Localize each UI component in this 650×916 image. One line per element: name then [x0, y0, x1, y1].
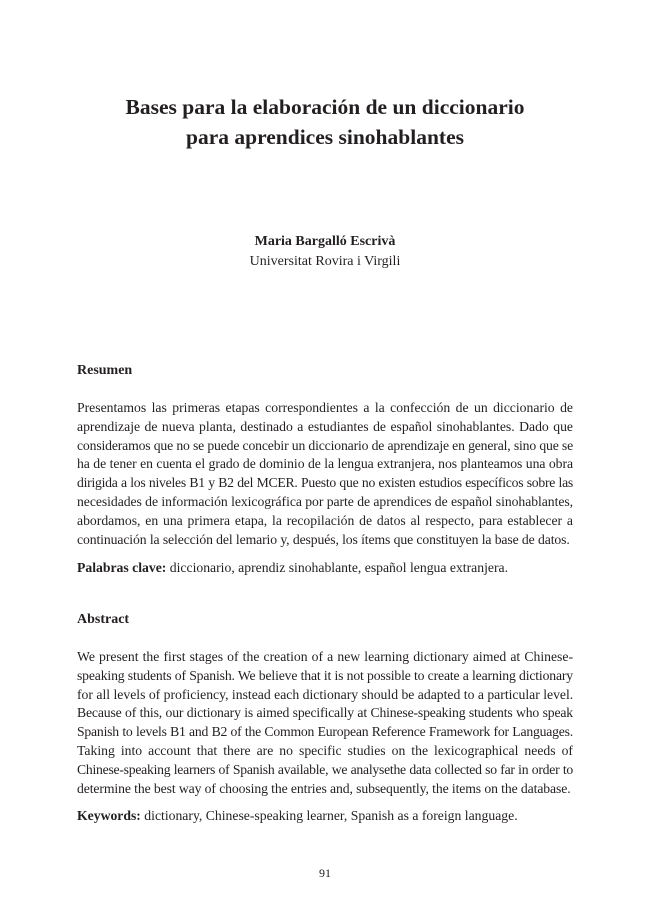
resumen-line: Presentamos las primeras etapas correspondientes a la confección de un diccionario de [77, 400, 573, 415]
resumen-line: abordamos, en una primera etapa, la recopilación de datos al respecto, para establecer a [77, 512, 573, 528]
abstract-line: for all levels of proficiency, instead each dictionary should be adapted to a particular level. [77, 686, 574, 702]
abstract-line: Taking into account that there are no specific studies on the lexicographical needs of [77, 742, 573, 758]
paper-title [60, 92, 590, 152]
resumen-line: continuación la selección del lemario y, después, los ítems que constituyen la base de datos. [77, 531, 570, 547]
resumen-keywords-label: Palabras clave: [77, 560, 167, 575]
abstract-paragraph [77, 648, 573, 798]
abstract-line: speaking students of Spanish. We believe that it is not possible to create a learning dictionary [77, 667, 573, 683]
abstract-line: determine the best way of choosing the entries and, subsequently, the items on the database. [77, 780, 571, 796]
abstract-keywords-label: Keywords: [77, 808, 141, 823]
title-line-2: para aprendices sinohablantes [186, 125, 464, 149]
resumen-keywords-text: diccionario, aprendiz sinohablante, español lengua extranjera. [166, 560, 509, 575]
abstract-keywords-text: dictionary, Chinese-speaking learner, Spanish as a foreign language. [140, 808, 518, 823]
author-name: Maria Bargalló Escrivà [254, 234, 396, 249]
abstract-line: Chinese-speaking learners of Spanish available, we analysethe data collected so far in order to [77, 761, 573, 777]
resumen-paragraph [77, 399, 573, 549]
abstract-heading: Abstract [77, 612, 130, 627]
resumen-keywords [77, 559, 573, 577]
page-number: 91 [319, 866, 331, 880]
abstract-line: We present the first stages of the creation of a new learning dictionary aimed at Chinese- [77, 649, 573, 664]
resumen-line: consideramos que no se puede concebir un diccionario de aprendizaje en general, sino que se [77, 437, 574, 453]
resumen-line: ha de tener en cuenta el grado de dominio de la lengua extranjera, nos planteamos una obra [77, 456, 573, 472]
resumen-heading: Resumen [77, 363, 133, 378]
resumen-line: dirigida a los niveles B1 y B2 del MCER. Puesto que no existen estudios específicos sobre las [77, 475, 573, 491]
abstract-keywords [77, 807, 573, 825]
author-affiliation: Universitat Rovira i Virgili [249, 254, 401, 269]
abstract-line: Spanish to levels B1 and B2 of the Common European Reference Framework for Languages. [77, 724, 573, 740]
author-block [100, 232, 550, 272]
title-line-1: Bases para la elaboración de un diccionario [125, 95, 525, 119]
resumen-line: necesidades de información lexicográfica por parte de aprendices de español sinohablantes, [77, 493, 574, 509]
resumen-line: aprendizaje de nueva planta, destinado a estudiantes de español sinohablantes. Dado que [77, 418, 573, 434]
abstract-line: Because of this, our dictionary is aimed specifically at Chinese-speaking students who speak [77, 705, 573, 721]
